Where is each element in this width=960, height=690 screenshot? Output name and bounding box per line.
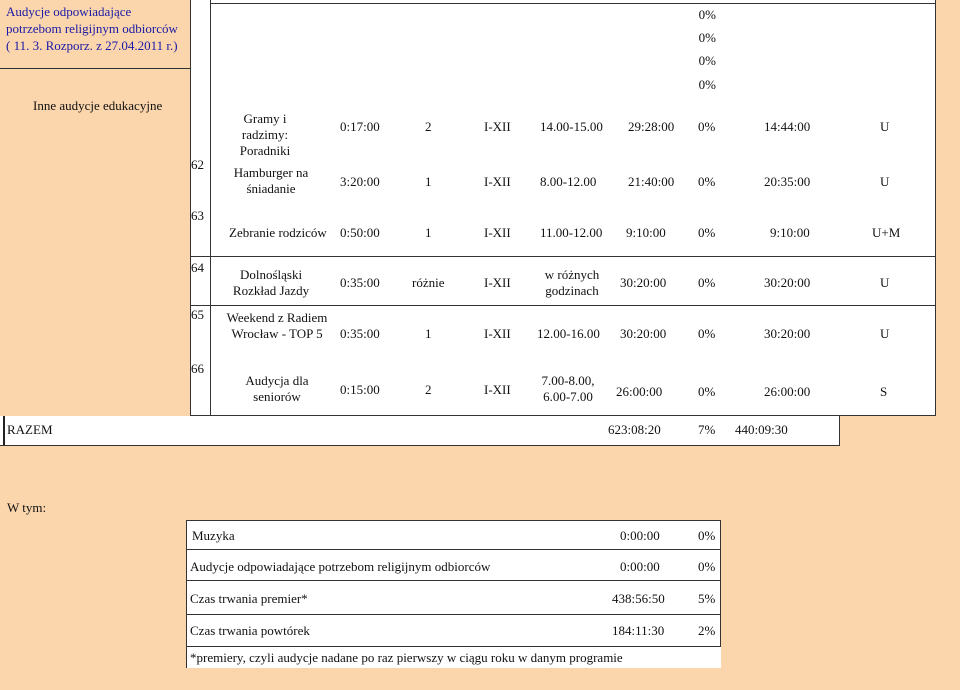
row2-pct: 0%: [698, 174, 716, 189]
row4-title: Dolnośląski Rozkład Jazdy: [232, 267, 310, 298]
wtym-item-2-value: 0:00:00: [620, 559, 660, 574]
grid-line: [839, 416, 840, 446]
percent-top-1: 0%: [698, 7, 716, 22]
row1-duration: 0:17:00: [340, 119, 380, 134]
row6-num: 66: [191, 361, 204, 376]
grid-line: [186, 646, 721, 647]
row1-total: 29:28:00: [628, 119, 675, 134]
row6-title: Audycja dla seniorów: [245, 373, 309, 404]
row4-num: 64: [191, 260, 204, 275]
razem-total: 623:08:20: [608, 422, 661, 437]
wtym-item-4-value: 184:11:30: [612, 623, 665, 638]
row1-hours: 14.00-15.00: [540, 119, 603, 134]
row2-hours: 8.00-12.00: [540, 174, 597, 189]
row1-count: 2: [425, 119, 432, 134]
wtym-item-4-label: Czas trwania powtórek: [190, 623, 310, 638]
religious-line-2: potrzebom religijnym odbiorców: [6, 21, 178, 36]
wtym-item-2-pct: 0%: [698, 559, 716, 574]
grid-line: [190, 256, 935, 257]
grid-line: [0, 68, 190, 69]
row2-count: 1: [425, 174, 432, 189]
wtym-footnote: *premiery, czyli audycje nadane po raz pierwszy w ciągu roku w danym programie: [190, 650, 623, 665]
row5-premiere: 30:20:00: [764, 326, 811, 341]
row5-months: I-XII: [484, 326, 511, 341]
top-grid-bg: [190, 0, 936, 96]
row2-months: I-XII: [484, 174, 511, 189]
row3-premiere: 9:10:00: [770, 225, 810, 240]
row4-pct: 0%: [698, 275, 716, 290]
percent-top-4: 0%: [698, 77, 716, 92]
row5-hours: 12.00-16.00: [537, 326, 600, 341]
grid-line: [186, 614, 721, 615]
peach-left-strip: [0, 256, 190, 416]
row2-title: Hamburger na śniadanie: [233, 165, 309, 196]
religious-line-1: Audycje odpowiadające: [6, 4, 132, 19]
row3-total: 9:10:00: [626, 225, 666, 240]
row3-duration: 0:50:00: [340, 225, 380, 240]
row5-pct: 0%: [698, 326, 716, 341]
row5-num: 65: [191, 307, 204, 322]
wtym-item-4-pct: 2%: [698, 623, 716, 638]
row4-code: U: [880, 275, 890, 290]
wtym-item-3-label: Czas trwania premier*: [190, 591, 308, 606]
percent-top-2: 0%: [698, 30, 716, 45]
peach-wtym-gap: [0, 446, 185, 690]
row4-duration: 0:35:00: [340, 275, 380, 290]
row2-code: U: [880, 174, 890, 189]
religious-line-3: ( 11. 3. Rozporz. z 27.04.2011 r.): [6, 38, 178, 53]
row1-months: I-XII: [484, 119, 511, 134]
row6-total: 26:00:00: [616, 384, 663, 399]
row6-pct: 0%: [698, 384, 716, 399]
wtym-item-3-pct: 5%: [698, 591, 716, 606]
row3-num: 63: [191, 208, 204, 223]
row6-months: I-XII: [484, 382, 511, 397]
grid-line: [935, 0, 936, 416]
grid-line: [190, 305, 935, 306]
razem-premiere: 440:09:30: [735, 422, 788, 437]
row6-count: 2: [425, 382, 432, 397]
row2-duration: 3:20:00: [340, 174, 380, 189]
razem-pct: 7%: [698, 422, 716, 437]
row6-code: S: [880, 384, 888, 399]
row3-months: I-XII: [484, 225, 511, 240]
row5-count: 1: [425, 326, 432, 341]
row6-duration: 0:15:00: [340, 382, 380, 397]
row3-title: Zebranie rodziców: [229, 225, 327, 240]
wtym-item-1-label: Muzyka: [192, 528, 235, 543]
razem-left-border: [3, 416, 5, 446]
wtym-item-3-value: 438:56:50: [612, 591, 665, 606]
grid-line: [186, 549, 721, 550]
row3-hours: 11.00-12.00: [540, 225, 603, 240]
row4-count: różnie: [412, 275, 445, 290]
row6-hours: 7.00-8.00, 6.00-7.00: [541, 373, 595, 404]
row4-months: I-XII: [484, 275, 511, 290]
razem-label: RAZEM: [7, 422, 53, 437]
grid-line: [720, 520, 721, 646]
wtym-label: W tym:: [7, 500, 47, 515]
row2-premiere: 20:35:00: [764, 174, 811, 189]
row3-pct: 0%: [698, 225, 716, 240]
row2-num: 62: [191, 157, 204, 172]
grid-line: [0, 445, 840, 446]
percent-top-3: 0%: [698, 53, 716, 68]
row3-count: 1: [425, 225, 432, 240]
grid-line: [210, 0, 211, 96]
row1-title: Gramy i radzimy: Poradniki: [239, 111, 291, 158]
grid-line: [186, 580, 721, 581]
row5-title: Weekend z Radiem Wrocław - TOP 5: [226, 310, 328, 341]
row5-duration: 0:35:00: [340, 326, 380, 341]
row1-premiere: 14:44:00: [764, 119, 811, 134]
row5-total: 30:20:00: [620, 326, 667, 341]
grid-line: [186, 520, 721, 521]
row2-total: 21:40:00: [628, 174, 675, 189]
wtym-item-1-value: 0:00:00: [620, 528, 660, 543]
row4-premiere: 30:20:00: [764, 275, 811, 290]
inne-label: Inne audycje edukacyjne: [33, 98, 163, 113]
row1-pct: 0%: [698, 119, 716, 134]
row4-total: 30:20:00: [620, 275, 667, 290]
grid-line: [210, 3, 935, 4]
row1-code: U: [880, 119, 890, 134]
peach-razem-right: [840, 416, 960, 446]
wtym-item-2-label: Audycje odpowiadające potrzebom religijnym odbiorców: [190, 559, 491, 574]
row4-hours: w różnych godzinach: [544, 267, 600, 298]
wtym-item-1-pct: 0%: [698, 528, 716, 543]
row5-code: U: [880, 326, 890, 341]
row3-code: U+M: [872, 225, 901, 240]
row6-premiere: 26:00:00: [764, 384, 811, 399]
